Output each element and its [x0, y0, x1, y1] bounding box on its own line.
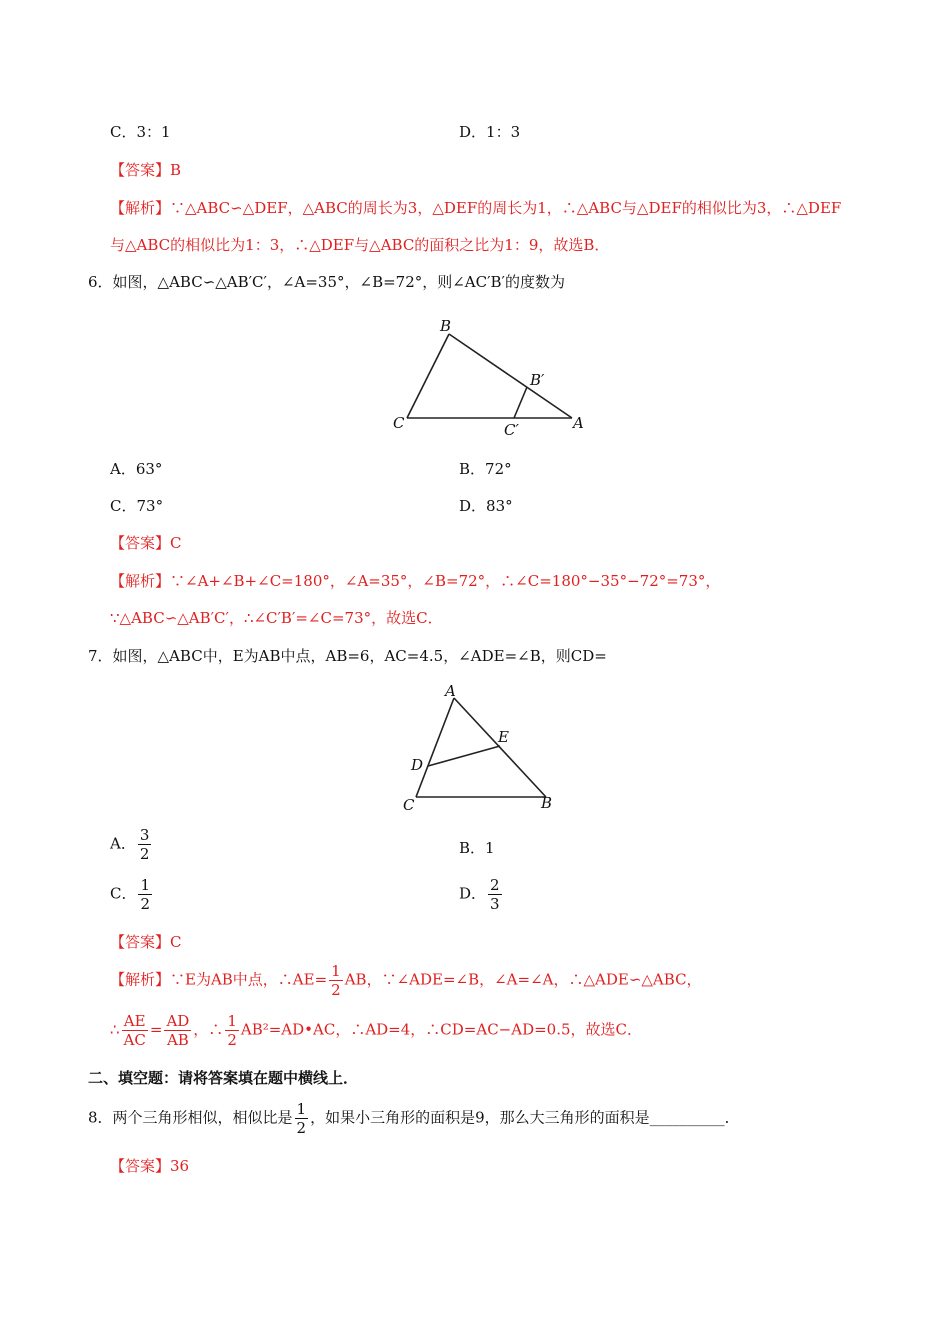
q7-analysis-1a: 【解析】∵E为AB中点，∴AE=	[110, 970, 328, 989]
q7-analysis-line2	[110, 1012, 642, 1049]
q7-analysis-2b: ，∴	[193, 1020, 224, 1039]
q7-option-d-numerator: 2	[490, 876, 500, 894]
q7-analysis-2c: AB²=AD•AC，∴AD=4，∴CD=AC−AD=0.5，故选C．	[240, 1020, 642, 1039]
q6-side-ba	[449, 334, 572, 418]
q7-option-b: B．1	[459, 839, 495, 857]
q7-option-d-fraction	[488, 876, 502, 913]
q6-analysis-line2: ∵△ABC∽△AB′C′，∴∠C′B′=∠C=73°，故选C．	[110, 609, 443, 627]
q5-option-d: D．1：3	[459, 123, 521, 141]
q8-denominator: 2	[296, 1119, 307, 1137]
q7-option-a-numerator: 3	[139, 826, 150, 844]
q8-fraction	[295, 1100, 309, 1137]
q7-segment-de	[428, 746, 500, 766]
q7-analysis-1-denominator: 2	[331, 981, 341, 999]
q8-answer: 【答案】36	[110, 1157, 190, 1175]
q5-answer: 【答案】B	[110, 161, 182, 179]
q7-option-c-fraction	[138, 876, 152, 913]
q7-option-c-denominator: 2	[140, 895, 151, 913]
q7-label-b: B	[541, 794, 553, 812]
q7-label-e: E	[498, 728, 509, 746]
q8-stem-a: 8．两个三角形相似，相似比是	[88, 1108, 293, 1127]
q7-fraction-ab: AB	[166, 1031, 189, 1049]
q7-option-d-prefix: D．	[459, 884, 487, 903]
q6-label-b-prime: B′	[530, 371, 545, 389]
q7-fraction-ad: AD	[166, 1012, 190, 1030]
q7-stem: 7．如图，△ABC中，E为AB中点，AB=6，AC=4.5，∠ADE=∠B，则CD=	[88, 647, 607, 665]
q7-option-c	[110, 876, 154, 913]
q6-segment-b1c1	[514, 387, 527, 418]
q7-side-ac	[416, 698, 454, 797]
q6-option-d: D．83°	[459, 497, 513, 515]
q6-stem: 6．如图，△ABC∽△AB′C′，∠A=35°，∠B=72°，则∠AC′B′的度数为	[88, 273, 565, 291]
q7-fraction-ac: AC	[123, 1031, 146, 1049]
q7-option-d-denominator: 3	[490, 895, 500, 913]
q7-analysis-2-numerator: 1	[227, 1012, 237, 1030]
q6-label-a: A	[573, 414, 584, 432]
q7-option-c-numerator: 1	[140, 876, 151, 894]
q7-side-ab	[454, 698, 546, 797]
q8-numerator: 1	[296, 1100, 307, 1118]
q7-analysis-1b: AB，∵∠ADE=∠B，∠A=∠A，∴△ADE∽△ABC，	[344, 970, 702, 989]
q7-figure	[400, 680, 560, 815]
q7-option-d	[459, 876, 504, 913]
q8-stem-b: ，如果小三角形的面积是9，那么大三角形的面积是__________．	[310, 1108, 740, 1127]
q7-option-a-denominator: 2	[139, 845, 150, 863]
q5-analysis-line2: 与△ABC的相似比为1：3，∴△DEF与△ABC的面积之比为1：9，故选B．	[110, 236, 610, 254]
q7-equals: =	[149, 1020, 163, 1039]
q7-fraction-ad-ab	[164, 1012, 191, 1049]
q7-option-a-prefix: A．	[110, 834, 136, 853]
q5-analysis-line1: 【解析】∵△ABC∽△DEF，△ABC的周长为3，△DEF的周长为1，∴△ABC与△DEF的相似比为3，∴△DEF	[110, 199, 842, 217]
q7-label-c: C	[403, 796, 415, 814]
q5-option-c: C．3：1	[110, 123, 171, 141]
q7-analysis-1-numerator: 1	[331, 962, 341, 980]
q6-side-bc	[407, 334, 449, 418]
q8-stem	[88, 1100, 740, 1137]
q7-label-d: D	[411, 756, 424, 774]
q6-figure	[390, 314, 590, 439]
q7-option-a-fraction	[138, 826, 152, 863]
q7-option-c-prefix: C．	[110, 884, 137, 903]
q6-answer: 【答案】C	[110, 534, 182, 552]
q6-label-c-prime: C′	[504, 421, 519, 439]
q6-label-c: C	[393, 414, 405, 432]
q6-analysis-line1: 【解析】∵∠A+∠B+∠C=180°，∠A=35°，∠B=72°，∴∠C=180°−35°−72°=73°，	[110, 572, 721, 590]
q7-analysis-2-denominator: 2	[227, 1031, 237, 1049]
section-heading: 二、填空题：请将答案填在题中横线上．	[88, 1069, 359, 1087]
q7-answer: 【答案】C	[110, 933, 182, 951]
q6-label-b: B	[440, 317, 452, 335]
q7-analysis-2-fraction	[225, 1012, 239, 1049]
q7-label-a: A	[445, 682, 456, 700]
q6-option-b: B．72°	[459, 460, 512, 478]
q7-analysis-2a: ∴	[110, 1020, 120, 1039]
q6-option-a: A．63°	[110, 460, 163, 478]
q7-option-a	[110, 826, 153, 863]
q7-fraction-ae-ac	[122, 1012, 148, 1049]
q7-analysis-1-fraction	[329, 962, 343, 999]
q7-analysis-line1	[110, 962, 702, 999]
q6-option-c: C．73°	[110, 497, 164, 515]
q7-fraction-ae: AE	[122, 1012, 148, 1031]
